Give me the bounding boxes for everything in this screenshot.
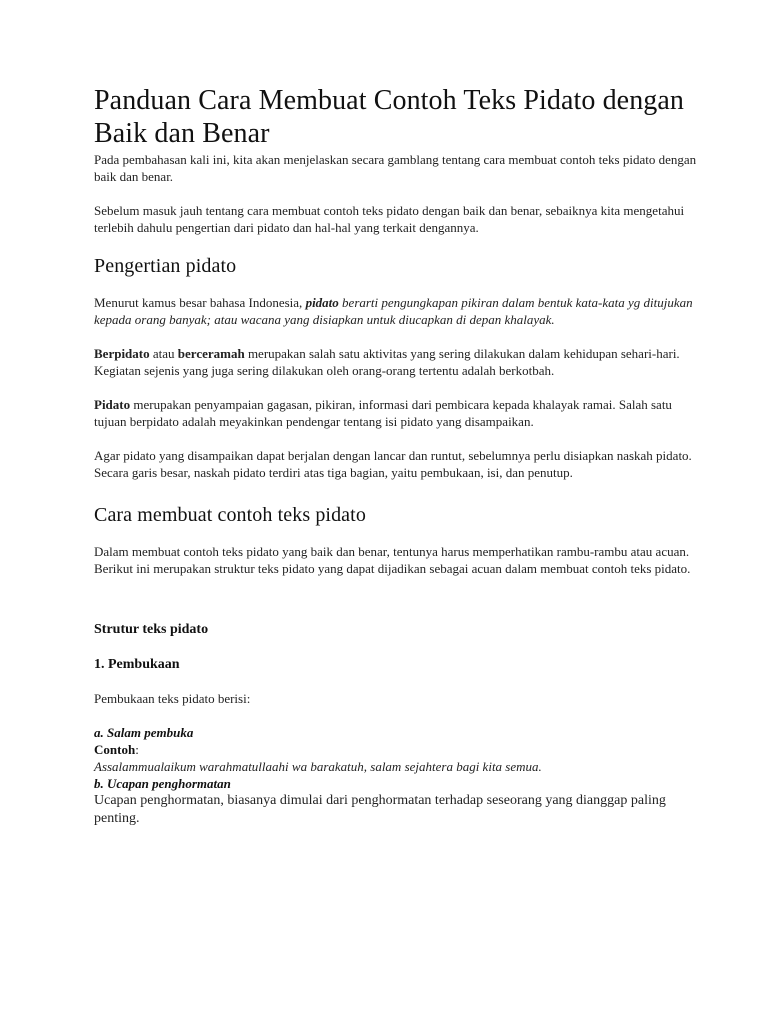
document-title: Panduan Cara Membuat Contoh Teks Pidato dengan Baik dan Benar	[94, 85, 685, 149]
structure-heading: Strutur teks pidato	[94, 622, 209, 637]
naskah-paragraph: Agar pidato yang disampaikan dapat berjalan dengan lancar dan runtut, sebelumnya perlu disiapkan naskah pidato. Secara garis besar, naskah pidato terdiri atas tiga bagian, yaitu pembukaan, isi, dan penutup.	[94, 448, 692, 480]
intro-paragraph: Pada pembahasan kali ini, kita akan menjelaskan secara gamblang tentang cara membuat contoh teks pidato dengan baik dan benar.	[94, 152, 697, 184]
cara-paragraph: Dalam membuat contoh teks pidato yang baik dan benar, tentunya harus memperhatikan rambu-rambu atau acuan. Berikut ini merupakan struktur teks pidato yang dapat dijadikan sebagai acuan dalam membuat contoh teks pidato.	[94, 544, 691, 576]
contoh-label: Contoh	[94, 742, 136, 757]
pidato-paragraph	[94, 396, 698, 430]
item-a-example: Assalammualaikum warahmatullaahi wa barakatuh, salam sejahtera bagi kita semua.	[94, 759, 542, 774]
section-heading-cara: Cara membuat contoh teks pidato	[94, 504, 366, 526]
berpidato-paragraph	[94, 345, 698, 379]
contoh-colon: :	[135, 742, 139, 757]
definition-lead: Menurut kamus besar bahasa Indonesia,	[94, 295, 306, 310]
pidato-text: merupakan penyampaian gagasan, pikiran, informasi dari pembicara kepada khalayak ramai. Salah satu tujuan berpidato adalah meyakinkan pendengar tentang isi pidato yang disampaikan.	[94, 397, 672, 429]
item-b-text: Ucapan penghormatan, biasanya dimulai dari penghormatan terhadap seseorang yang dianggap paling penting.	[94, 793, 666, 826]
berpidato-text: merupakan salah satu aktivitas yang sering dilakukan dalam kehidupan sehari-hari. Kegiatan sejenis yang juga sering dilakukan oleh orang-orang tertentu adalah berkotbah.	[94, 346, 680, 378]
term-connector: atau	[149, 346, 178, 361]
definition-paragraph	[94, 294, 698, 328]
term-pidato: Pidato	[94, 397, 131, 412]
term-berpidato: Berpidato	[94, 346, 150, 361]
section-heading-pengertian: Pengertian pidato	[94, 255, 237, 277]
term-berceramah: berceramah	[177, 346, 245, 361]
part1-intro: Pembukaan teks pidato berisi:	[94, 691, 251, 706]
item-b-label: b. Ucapan penghormatan	[94, 776, 231, 791]
contoh-line	[94, 741, 698, 758]
part1-heading: 1. Pembukaan	[94, 657, 180, 672]
item-a-label: a. Salam pembuka	[94, 725, 194, 740]
definition-term: pidato	[305, 295, 339, 310]
intro-paragraph-2: Sebelum masuk jauh tentang cara membuat contoh teks pidato dengan baik dan benar, sebaiknya kita mengetahui terlebih dahulu pengertian dari pidato dan hal-hal yang terkait dengannya.	[94, 203, 685, 235]
definition-text: berarti pengungkapan pikiran dalam bentuk kata-kata yg ditujukan kepada orang banyak; atau wacana yang disiapkan untuk diucapkan di depan khalayak.	[94, 295, 693, 327]
